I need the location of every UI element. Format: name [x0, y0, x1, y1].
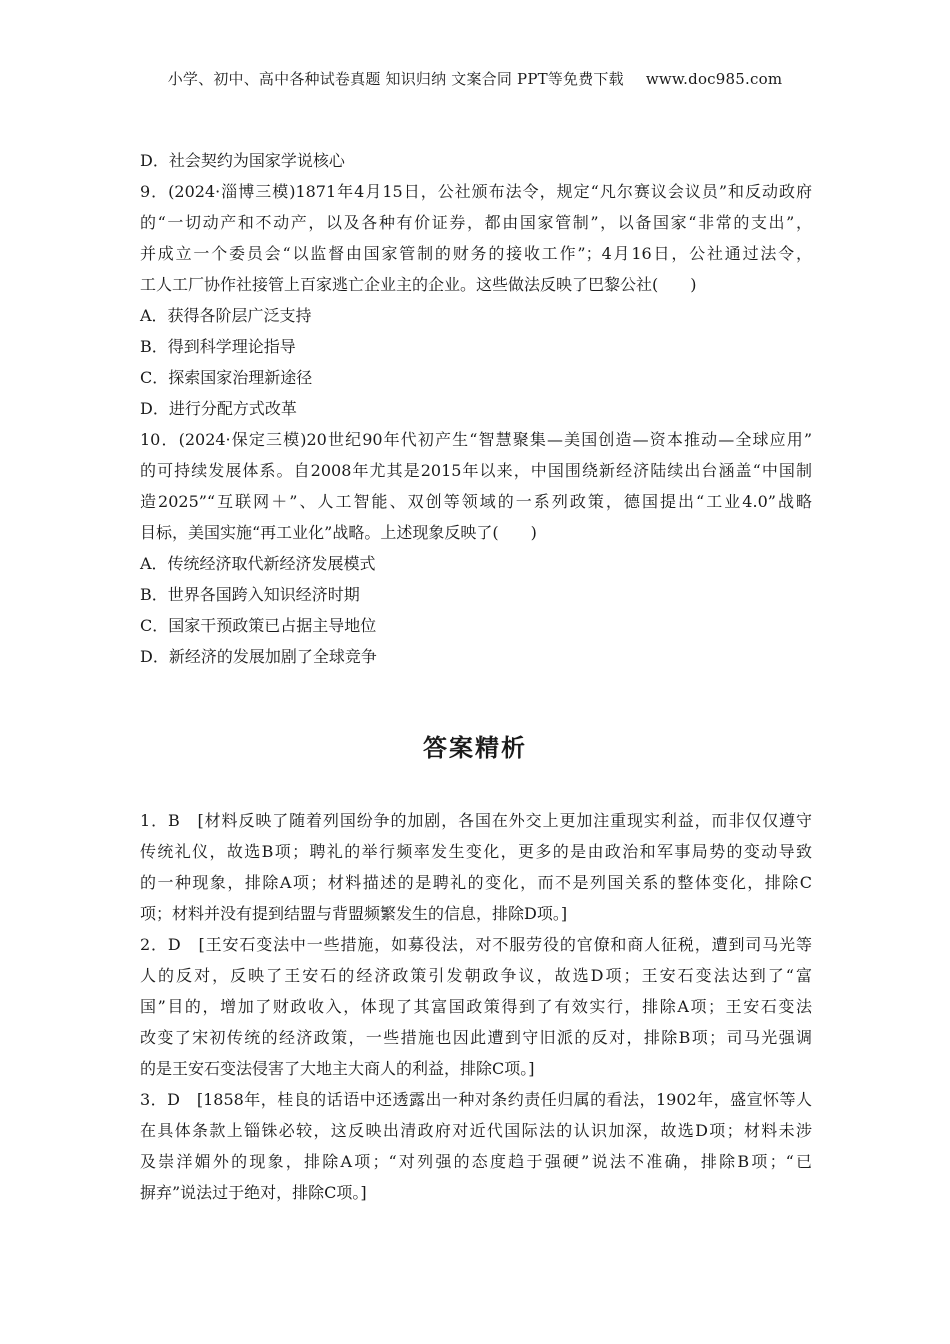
question-9-option-b: B．得到科学理论指导 [140, 337, 296, 356]
question-9-line: 工人工厂协作社接管上百家逃亡企业主的企业。这些做法反映了巴黎公社( ) [140, 275, 697, 294]
answer-3-line: 3．D [1858年，桂良的话语中还透露出一种对条约责任归属的看法，1902年，盛宣怀等人 [140, 1090, 812, 1109]
answer-3 [140, 1084, 812, 1208]
answer-2-line: 的是王安石变法侵害了大地主大商人的利益，排除C项。] [140, 1059, 535, 1078]
answers-title: 答案精析 [423, 734, 527, 762]
question-10-option-b: B．世界各国跨入知识经济时期 [140, 585, 360, 604]
answer-2-line: 人的反对，反映了王安石的经济政策引发朝政争议，故选D项；王安石变法达到了“富 [140, 966, 812, 985]
answer-1-line: 1．B [材料反映了随着列国纷争的加剧，各国在外交上更加注重现实利益，而非仅仅遵守 [140, 811, 812, 830]
answer-1-line: 的一种现象，排除A项；材料描述的是聘礼的变化，而不是列国关系的整体变化，排除C [140, 873, 812, 892]
answer-3-line: 摒弃”说法过于绝对，排除C项。] [140, 1183, 367, 1202]
question-9-line: 并成立一个委员会“以监督由国家管制的财务的接收工作”；4月16日，公社通过法令， [140, 244, 812, 263]
answers-section [140, 805, 812, 1208]
question-9-option-c: C．探索国家治理新途径 [140, 368, 313, 387]
answer-3-line: 及崇洋媚外的现象，排除A项；“对列强的态度趋于强硬”说法不准确，排除B项；“已 [140, 1152, 812, 1171]
question-9-line: 的“一切动产和不动产，以及各种有价证券，都由国家管制”，以备国家“非常的支出”， [140, 213, 812, 232]
question-10 [140, 424, 812, 672]
questions-section [140, 145, 812, 672]
question-10-line: 造2025”“互联网＋”、人工智能、双创等领域的一系列政策，德国提出“工业4.0”战略 [140, 492, 812, 511]
question-9 [140, 176, 812, 424]
question-10-option-a: A．传统经济取代新经济发展模式 [140, 554, 376, 573]
question-9-option-d: D．进行分配方式改革 [140, 399, 297, 418]
answer-1 [140, 805, 812, 929]
question-10-line: 10．(2024·保定三模)20世纪90年代初产生“智慧聚集—美国创造—资本推动—全球应用” [140, 430, 812, 449]
answer-2-line: 改变了宋初传统的经济政策，一些措施也因此遭到守旧派的反对，排除B项；司马光强调 [140, 1028, 812, 1047]
question-10-line: 的可持续发展体系。自2008年尤其是2015年以来，中国围绕新经济陆续出台涵盖“中国制 [140, 461, 812, 480]
prev-question-option-d: D．社会契约为国家学说核心 [140, 151, 345, 170]
answer-3-line: 在具体条款上锱铢必较，这反映出清政府对近代国际法的认识加深，故选D项；材料未涉 [140, 1121, 812, 1140]
header-text: 小学、初中、高中各种试卷真题 知识归纳 文案合同 PPT等免费下载 [167, 70, 624, 88]
header-url[interactable]: www.doc985.com [645, 70, 783, 88]
answer-1-line: 传统礼仪，故选B项；聘礼的举行频率发生变化，更多的是由政治和军事局势的变动导致 [140, 842, 812, 861]
page-header [0, 68, 950, 89]
question-10-option-d: D．新经济的发展加剧了全球竞争 [140, 647, 377, 666]
question-9-line: 9．(2024·淄博三模)1871年4月15日，公社颁布法令，规定“凡尔赛议会议员”和反动政府 [140, 182, 812, 201]
question-10-option-c: C．国家干预政策已占据主导地位 [140, 616, 377, 635]
question-9-option-a: A．获得各阶层广泛支持 [140, 306, 312, 325]
answer-2-line: 2．D [王安石变法中一些措施，如募役法，对不服劳役的官僚和商人征税，遭到司马光等 [140, 935, 812, 954]
answer-1-line: 项；材料并没有提到结盟与背盟频繁发生的信息，排除D项。] [140, 904, 568, 923]
question-10-line: 目标，美国实施“再工业化”战略。上述现象反映了( ) [140, 523, 537, 542]
answer-2 [140, 929, 812, 1084]
answer-2-line: 国”目的，增加了财政收入，体现了其富国政策得到了有效实行，排除A项；王安石变法 [140, 997, 812, 1016]
